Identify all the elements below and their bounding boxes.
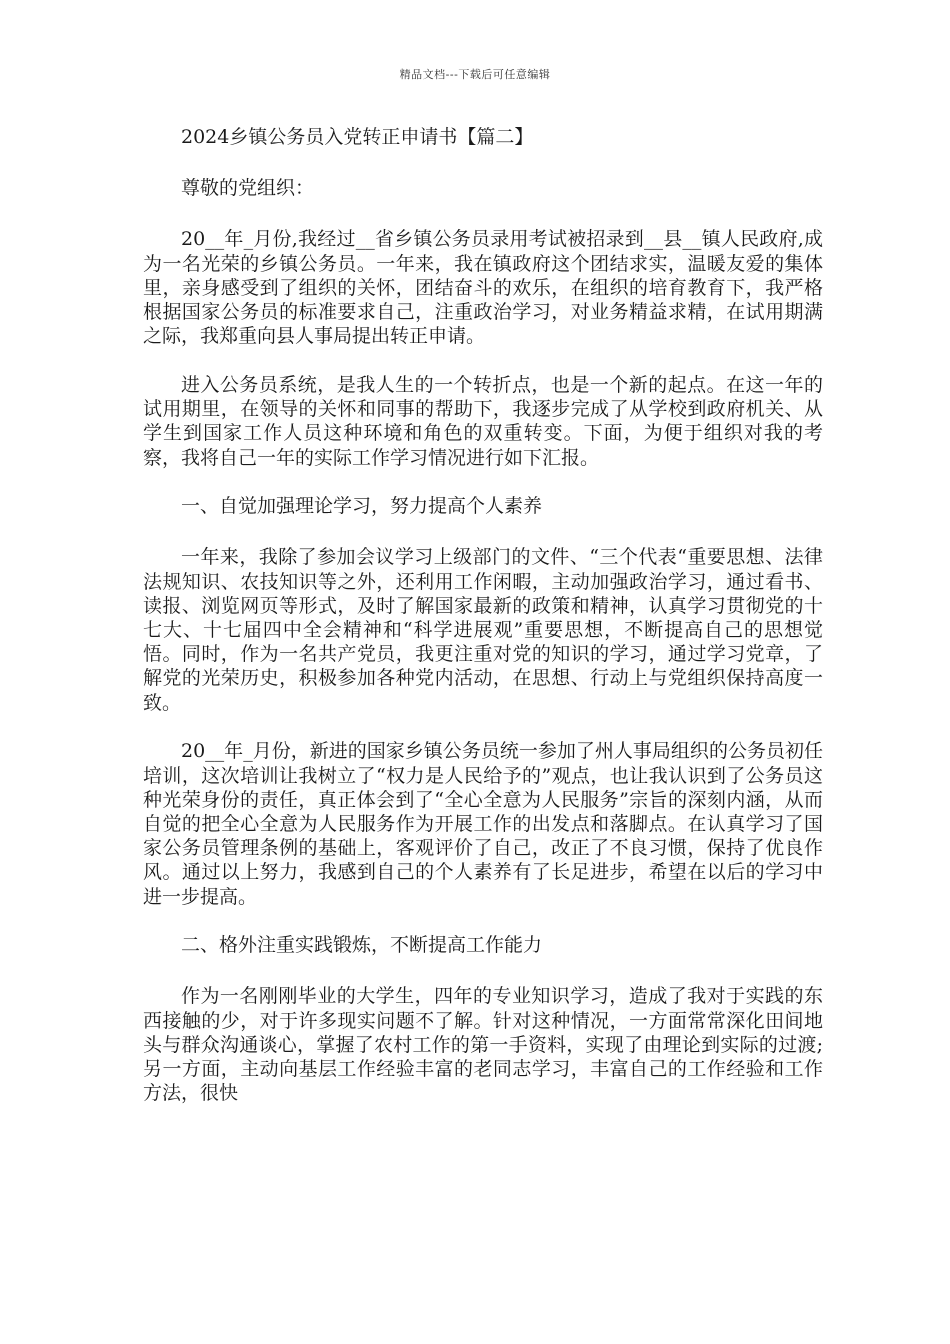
paragraph-3: 一年来，我除了参加会议学习上级部门的文件、“三个代表“重要思想、法律法规知识、农技知识等之外，还利用工作闲暇，主动加强政治学习，通过看书、读报、浏览网页等形式，及时了解国家最新的政策和精神，认真学习贯彻党的十七大、十七届四中全会精神和“科学进展观”重要思想，不断提高自己的思想觉悟。同时，作为一名共产党员，我更注重对党的知识的学习，通过学习党章，了解党的光荣历史，积极参加各种党内活动，在思想、行动上与党组织保持高度一致。 (143, 546, 823, 714)
paragraph-4: 20__年_月份，新进的国家乡镇公务员统一参加了州人事局组织的公务员初任培训，这次培训让我树立了“权力是人民给予的”观点，也让我认识到了公务员这种光荣身份的责任，真正体会到了“全心全意为人民服务”宗旨的深刻内涵，从而自觉的把全心全意为人民服务作为开展工作的出发点和落脚点。在认真学习了国家公务员管理条例的基础上，客观评价了自己，改正了不良习惯，保持了优良作风。通过以上努力，我感到自己的个人素养有了长足进步，希望在以后的学习中进一步提高。 (143, 740, 823, 908)
section-heading-1: 一、自觉加强理论学习，努力提高个人素养 (181, 495, 543, 518)
page-header: 精品文档---下载后可任意编辑 (399, 68, 551, 81)
paragraph-5: 作为一名刚刚毕业的大学生，四年的专业知识学习，造成了我对于实践的东西接触的少，对于许多现实问题不了解。针对这种情况，一方面常常深化田间地头与群众沟通谈心，掌握了农村工作的第一手资料，实现了由理论到实际的过渡;另一方面，主动向基层工作经验丰富的老同志学习，丰富自己的工作经验和工作方法，很快 (143, 985, 823, 1105)
section-heading-2: 二、格外注重实践锻炼，不断提高工作能力 (181, 934, 543, 957)
document-body (143, 125, 823, 1130)
document-title: 2024乡镇公务员入党转正申请书【篇二】 (181, 126, 534, 148)
paragraph-1: 20__年_月份,我经过__省乡镇公务员录用考试被招录到__县__镇人民政府,成为一名光荣的乡镇公务员。一年来，我在镇政府这个团结求实，温暖友爱的集体里，亲身感受到了组织的关怀，团结奋斗的欢乐，在组织的培育教育下，我严格根据国家公务员的标准要求自己，注重政治学习，对业务精益求精，在试用期满之际，我郑重向县人事局提出转正申请。 (143, 228, 823, 348)
salutation: 尊敬的党组织： (181, 177, 315, 200)
paragraph-2: 进入公务员系统，是我人生的一个转折点，也是一个新的起点。在这一年的试用期里，在领导的关怀和同事的帮助下，我逐步完成了从学校到政府机关、从学生到国家工作人员这种环境和角色的双重转变。下面，为便于组织对我的考察，我将自己一年的实际工作学习情况进行如下汇报。 (143, 373, 823, 469)
